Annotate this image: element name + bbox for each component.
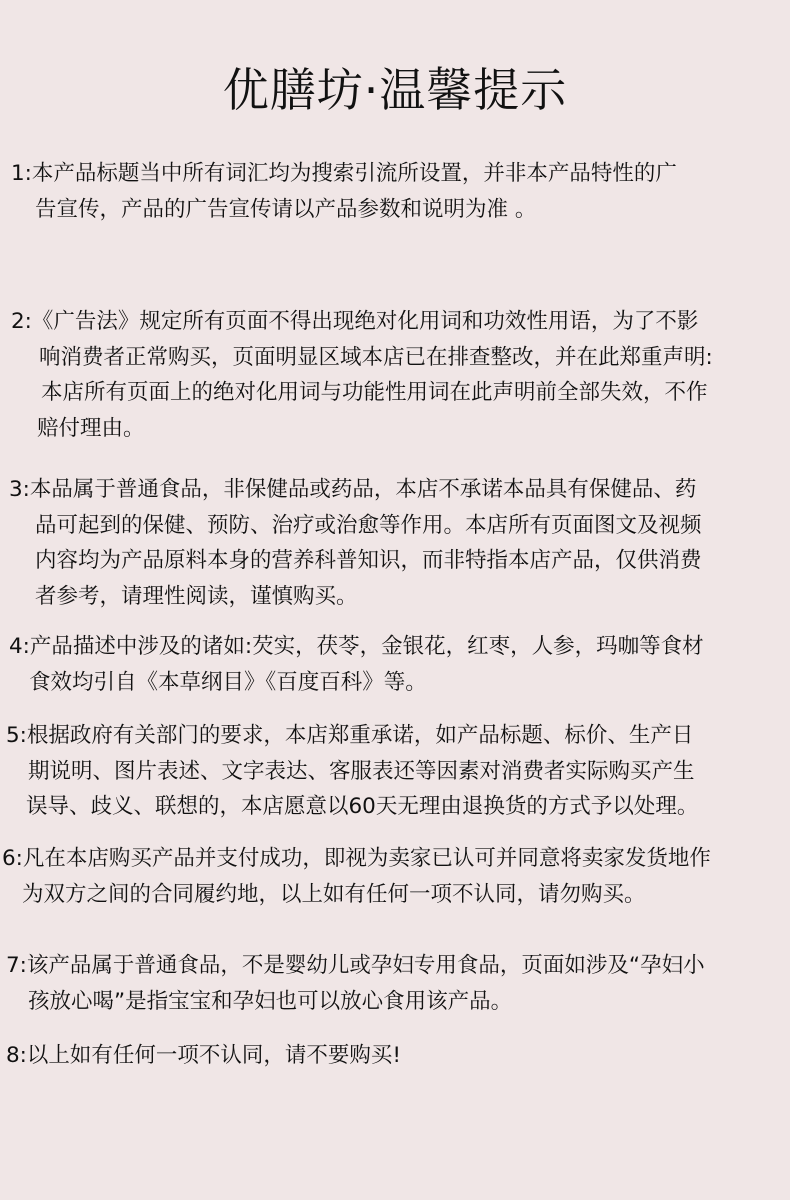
notice-4: [9, 629, 704, 700]
notice-line: 7:该产品属于普通食品，不是婴幼儿或孕妇专用食品，页面如涉及“孕妇小: [6, 953, 705, 978]
notice-line: 4:产品描述中涉及的诸如:芡实，茯苓，金银花，红枣，人参，玛咖等食材: [9, 634, 704, 659]
notice-2: [11, 304, 713, 446]
notice-5: [6, 718, 698, 825]
notice-3: [9, 472, 702, 614]
notice-8: [6, 1038, 401, 1074]
notice-line: 6:凡在本店购买产品并支付成功，即视为卖家已认可并同意将卖家发货地作: [2, 846, 711, 871]
notice-6: [2, 841, 711, 912]
notice-line: 赔付理由。: [37, 415, 145, 441]
notice-1: [11, 156, 677, 227]
notice-line: 3:本品属于普通食品，非保健品或药品，本店不承诺本品具有保健品、药: [9, 477, 697, 502]
notice-line: 5:根据政府有关部门的要求，本店郑重承诺，如产品标题、标价、生产日: [6, 723, 694, 748]
notice-line: 内容均为产品原料本身的营养科普知识，而非特指本店产品，仅供消费: [35, 548, 702, 573]
notice-line: 8:以上如有任何一项不认同，请不要购买!: [6, 1043, 402, 1068]
notice-line: 告宣传，产品的广告宣传请以产品参数和说明为准 。: [35, 196, 537, 222]
notice-line: 为双方之间的合同履约地，以上如有任何一项不认同，请勿购买。: [22, 881, 646, 907]
notice-7: [6, 948, 705, 1019]
notice-line: 品可起到的保健、预防、治疗或治愈等作用。本店所有页面图文及视频: [35, 512, 702, 538]
notice-line: 孩放心喝”是指宝宝和孕妇也可以放心食用该产品。: [28, 988, 513, 1014]
notice-line: 食效均引自《本草纲目》《百度百科》等。: [29, 669, 427, 695]
notice-line: 本店所有页面上的绝对化用词与功能性用词在此声明前全部失效，不作: [41, 380, 708, 405]
page-title: 优膳坊·温馨提示: [222, 63, 568, 117]
notice-line: 期说明、图片表述、文字表达、客服表还等因素对消费者实际购买产生: [28, 758, 695, 784]
notice-line: 1:本产品标题当中所有词汇均为搜索引流所设置，并非本产品特性的广: [11, 161, 677, 186]
notice-line: 误导、歧义、联想的，本店愿意以60天无理由退换货的方式予以处理。: [26, 794, 699, 819]
notice-line: 者参考，请理性阅读，谨慎购买。: [35, 583, 358, 609]
notice-line: 响消费者正常购买，页面明显区域本店已在排查整改，并在此郑重声明:: [39, 344, 713, 370]
notice-line: 2:《广告法》规定所有页面不得出现绝对化用词和功效性用语，为了不影: [11, 309, 699, 334]
